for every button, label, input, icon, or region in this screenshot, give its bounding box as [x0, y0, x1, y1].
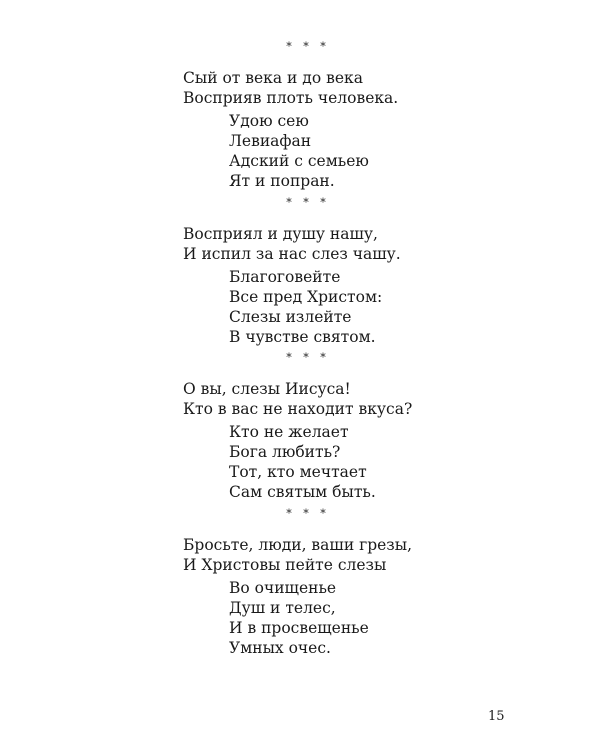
verse-line-indented: Душ и телес, — [229, 599, 336, 617]
verse-line-indented: Тот, кто мечтает — [229, 463, 367, 481]
verse-line-indented: Сам святым быть. — [229, 483, 376, 501]
verse-line: Восприяв плоть человека. — [183, 89, 399, 107]
stanza-separator: * * * — [286, 40, 330, 53]
verse-line: О вы, слезы Иисуса! — [183, 380, 351, 398]
verse-line-indented: Слезы излейте — [229, 308, 352, 326]
verse-line-indented: Все пред Христом: — [229, 288, 383, 306]
verse-line-indented: И в просвещенье — [229, 619, 369, 637]
page-number: 15 — [488, 709, 505, 724]
verse-line-indented: В чувстве святом. — [229, 328, 376, 346]
verse-line: И Христовы пейте слезы — [183, 556, 387, 574]
stanza-separator: * * * — [286, 196, 330, 209]
verse-line-indented: Кто не желает — [229, 423, 349, 441]
stanza-separator: * * * — [286, 507, 330, 520]
verse-line: Восприял и душу нашу, — [183, 225, 378, 243]
stanza-separator: * * * — [286, 351, 330, 364]
verse-line: Сый от века и до века — [183, 69, 363, 87]
verse-line-indented: Удою сею — [229, 112, 309, 130]
verse-line-indented: Благоговейте — [229, 268, 341, 286]
verse-line: И испил за нас слез чашу. — [183, 245, 401, 263]
verse-line: Кто в вас не находит вкуса? — [183, 400, 413, 418]
verse-line: Бросьте, люди, ваши грезы, — [183, 536, 413, 554]
verse-line-indented: Бога любить? — [229, 443, 341, 461]
verse-line-indented: Во очищенье — [229, 579, 337, 597]
verse-line-indented: Умных очес. — [229, 639, 331, 657]
verse-line-indented: Левиафан — [229, 132, 312, 150]
verse-line-indented: Ят и попран. — [229, 172, 335, 190]
verse-line-indented: Адский с семьею — [229, 152, 369, 170]
